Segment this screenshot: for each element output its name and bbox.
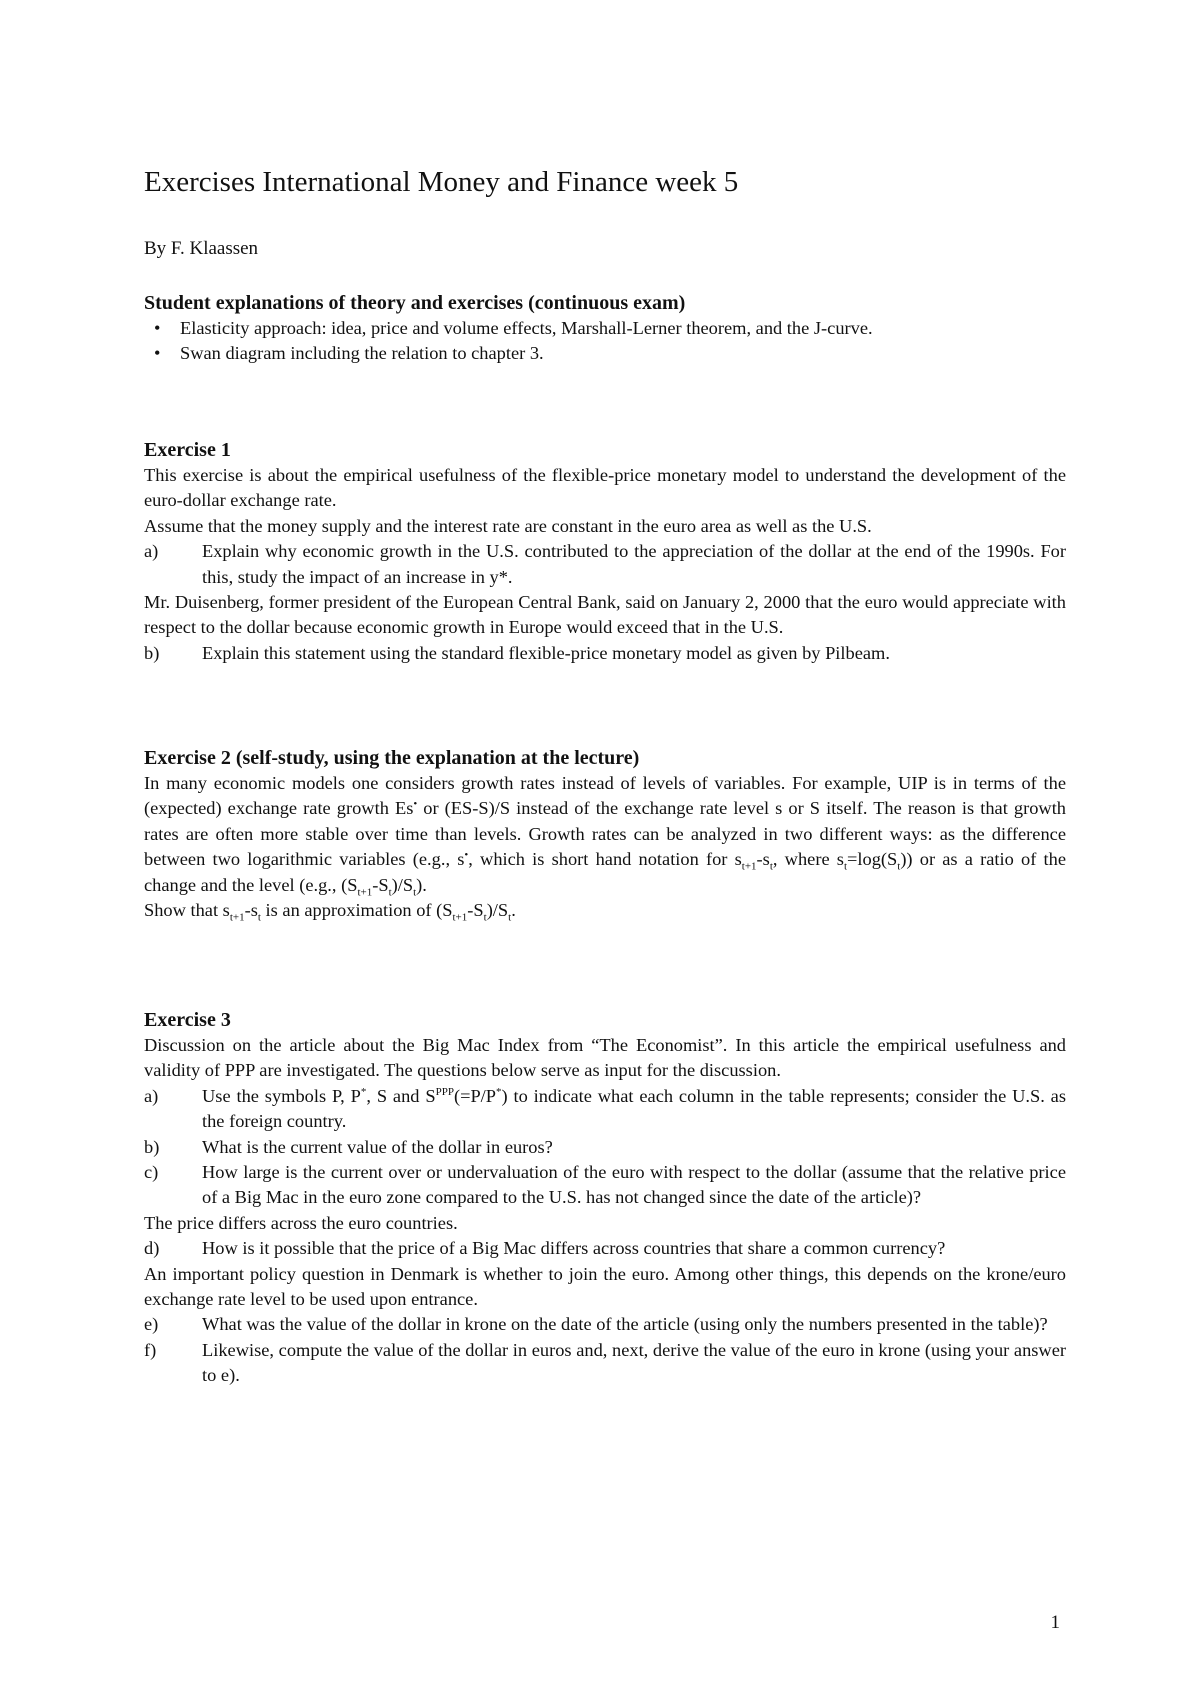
exercise-3-question-b (144, 1135, 1066, 1160)
author-line: By F. Klaassen (144, 238, 259, 259)
exercise-1-section (144, 437, 1066, 666)
exercise-2-task: Show that $s_{t+1}-s_t$ is an approximation of $(S_{t+1}-S_t)/S_t$. (144, 900, 516, 924)
question-label: b) (144, 642, 160, 663)
question-label: e) (144, 1314, 159, 1335)
question-text: What is the current value of the dollar in euros? (202, 1136, 553, 1157)
exercise-1-heading: Exercise 1 (144, 439, 231, 461)
question-label: d) (144, 1238, 160, 1259)
exercise-1-statement: Mr. Duisenberg, former president of the European Central Bank, said on January 2, 2000 that the euro would appreciate with respect to the dollar because economic growth in Europe would exceed that in the U.S. (144, 592, 1066, 638)
question-text: Explain why economic growth in the U.S. contributed to the appreciation of the dollar at the end of the 1990s. For this, study the impact of an increase in y*. (202, 541, 1066, 587)
question-label: a) (144, 541, 159, 562)
question-text: Explain this statement using the standard flexible-price monetary model as given by Pilbeam. (202, 642, 890, 663)
question-text: What was the value of the dollar in krone on the date of the article (using only the numbers presented in the table)? (202, 1314, 1048, 1335)
page-title: Exercises International Money and Finance week 5 (144, 166, 739, 198)
question-label: f) (144, 1339, 157, 1360)
page-number: 1 (1050, 1612, 1060, 1633)
exercise-3-question-d (144, 1236, 1066, 1261)
student-section (144, 290, 1066, 367)
student-bullet-list (144, 316, 1066, 367)
exercise-3-note: The price differs across the euro countries. (144, 1212, 458, 1233)
exercise-1-question-a (144, 539, 1066, 590)
exercise-3-heading: Exercise 3 (144, 1009, 231, 1031)
exercise-1-intro: This exercise is about the empirical usefulness of the flexible-price monetary model to understand the development of the euro-dollar exchange rate. (144, 465, 1066, 511)
exercise-3-question-c (144, 1160, 1066, 1211)
list-item: • Swan diagram including the relation to chapter 3. (144, 341, 1066, 366)
question-text: How is it possible that the price of a Big Mac differs across countries that share a common currency? (202, 1238, 946, 1259)
exercise-2-paragraph: In many economic models one considers growth rates instead of levels of variables. For example, UIP is in terms of the (expected) exchange rate growth Es• or (ES-S)/S instead of the exchange rate level s or S itself. The reason is that growth rates are often more stable over time than levels. Growth rates can be analyzed in two different ways: as the difference between two logarithmic variables (e.g., s•, which is short hand notation for $s_{t+1}-s_t$, where $s_t=\log(S_t)$) or as a ratio of the change and the level (e.g., $(S_{t+1}-S_t)/S_t$). (144, 773, 1067, 899)
exercise-1-question-b (144, 641, 1066, 666)
exercise-2-section (144, 745, 1066, 923)
question-text: Likewise, compute the value of the dollar in euros and, next, derive the value of the euro in krone (using your answer to e). (202, 1339, 1066, 1386)
bullet-icon: • (154, 343, 161, 364)
question-label: c) (144, 1162, 159, 1183)
student-heading: Student explanations of theory and exercises (continuous exam) (144, 292, 686, 314)
list-item: • Elasticity approach: idea, price and volume effects, Marshall-Lerner theorem, and the J-curve. (144, 316, 1066, 341)
question-label: b) (144, 1136, 160, 1157)
exercise-1-assumption: Assume that the money supply and the interest rate are constant in the euro area as well as the U.S. (144, 515, 872, 536)
question-label: a) (144, 1085, 159, 1106)
question-text: Use the symbols P, P*, S and $S^{PPP}(=P/P^*)$ to indicate what each column in the table represents; consider the U.S. as the foreign country. (202, 1085, 1066, 1132)
exercise-3-question-e (144, 1312, 1066, 1337)
exercise-3-intro: Discussion on the article about the Big Mac Index from “The Economist”. In this article the empirical usefulness and validity of PPP are investigated. The questions below serve as input for the discussion. (144, 1035, 1066, 1081)
exercise-3-section (144, 1007, 1066, 1389)
question-text: How large is the current over or undervaluation of the euro with respect to the dollar (assume that the relative price of a Big Mac in the euro zone compared to the U.S. has not changed since the date of the article)? (202, 1162, 1066, 1208)
exercise-3-question-a (144, 1084, 1066, 1135)
bullet-icon: • (154, 318, 161, 338)
exercise-2-heading: Exercise 2 (self-study, using the explanation at the lecture) (144, 747, 640, 769)
exercise-3-policy-paragraph: An important policy question in Denmark is whether to join the euro. Among other things, this depends on the krone/euro exchange rate level to be used upon entrance. (144, 1263, 1066, 1310)
exercise-3-question-f (144, 1338, 1066, 1389)
